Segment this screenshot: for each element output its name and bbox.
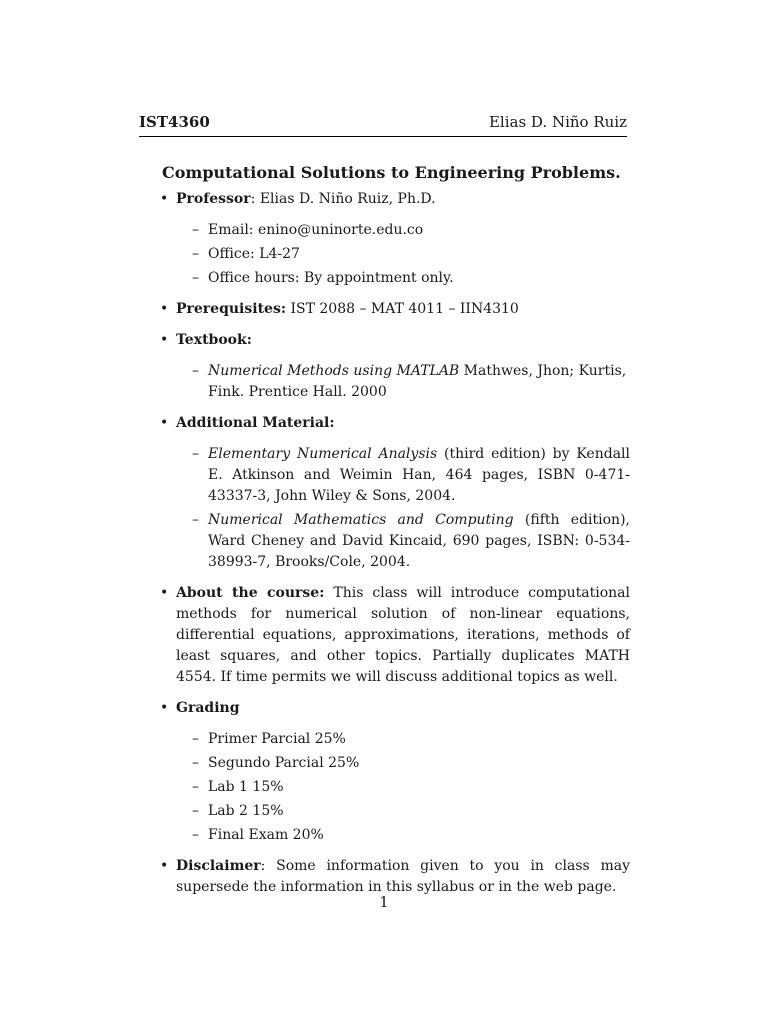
grading-label: Grading — [176, 700, 240, 716]
bullet-icon: • — [160, 700, 169, 716]
additional-material-label: Additional Material: — [176, 415, 335, 431]
professor-office: Office: L4-27 — [208, 246, 300, 262]
dash-icon: – — [192, 270, 199, 286]
professor-email: Email: enino@uninorte.edu.co — [208, 222, 424, 238]
list-item — [192, 268, 630, 289]
grading-item: Lab 2 15% — [208, 803, 284, 819]
professor-office-hours: Office hours: By appointment only. — [208, 270, 454, 286]
list-item — [192, 825, 630, 846]
dash-icon: – — [192, 512, 199, 528]
list-item — [192, 510, 630, 573]
section-list — [160, 189, 630, 898]
bullet-icon: • — [160, 301, 169, 317]
professor-details — [192, 220, 630, 289]
textbook-section — [160, 330, 630, 403]
author-name: Elias D. Niño Ruiz — [488, 113, 627, 131]
textbook-details: Mathwes, Jhon; Kurtis, Fink. Prentice Hall. 2000 — [208, 363, 627, 400]
bullet-icon: • — [160, 858, 169, 874]
grading-item: Primer Parcial 25% — [208, 731, 346, 747]
professor-section — [160, 189, 630, 289]
dash-icon: – — [192, 731, 199, 747]
list-item — [192, 729, 630, 750]
list-item — [192, 444, 630, 507]
list-item — [192, 777, 630, 798]
professor-value: : Elias D. Niño Ruiz, Ph.D. — [250, 191, 436, 207]
material-details: (fifth edition), Ward Cheney and David Kincaid, 690 pages, ISBN: 0-534-38993-7, Brooks/Cole, 2004. — [208, 512, 630, 570]
list-item — [192, 361, 630, 403]
course-code: IST4360 — [139, 113, 210, 131]
dash-icon: – — [192, 755, 199, 771]
textbook-title: Numerical Methods using MATLAB — [208, 363, 460, 379]
syllabus-content — [160, 189, 630, 908]
grading-item: Lab 1 15% — [208, 779, 284, 795]
about-section — [160, 583, 630, 688]
header-rule — [139, 136, 627, 137]
material-title: Elementary Numerical Analysis — [208, 446, 438, 462]
textbook-list — [192, 361, 630, 403]
prerequisites-label: Prerequisites: — [176, 301, 287, 317]
textbook-label: Textbook: — [176, 332, 252, 348]
list-item — [192, 220, 630, 241]
page-title: Computational Solutions to Engineering Problems. — [162, 163, 621, 182]
bullet-icon: • — [160, 585, 169, 601]
dash-icon: – — [192, 446, 199, 462]
dash-icon: – — [192, 222, 199, 238]
professor-label: Professor — [176, 191, 251, 207]
dash-icon: – — [192, 779, 199, 795]
dash-icon: – — [192, 363, 199, 379]
material-title: Numerical Mathematics and Computing — [208, 512, 514, 528]
dash-icon: – — [192, 246, 199, 262]
additional-material-section — [160, 413, 630, 573]
prerequisites-section — [160, 299, 630, 320]
grading-item: Final Exam 20% — [208, 827, 324, 843]
bullet-icon: • — [160, 191, 169, 207]
grading-item: Segundo Parcial 25% — [208, 755, 360, 771]
page-number: 1 — [379, 893, 389, 911]
prerequisites-value: IST 2088 – MAT 4011 – IIN4310 — [286, 301, 519, 317]
list-item — [192, 244, 630, 265]
dash-icon: – — [192, 803, 199, 819]
about-label: About the course: — [176, 585, 325, 601]
disclaimer-label: Disclaimer — [176, 858, 261, 874]
disclaimer-text: : Some information given to you in class may supersede the information in this syllabus or in the web page. — [176, 858, 630, 895]
list-item — [192, 801, 630, 822]
material-details: (third edition) by Kendall E. Atkinson and Weimin Han, 464 pages, ISBN 0-471-43337-3, John Wiley & Sons, 2004. — [208, 446, 630, 504]
list-item — [192, 753, 630, 774]
additional-material-list — [192, 444, 630, 573]
disclaimer-section — [160, 856, 630, 898]
grading-list — [192, 729, 630, 846]
bullet-icon: • — [160, 332, 169, 348]
about-text: This class will introduce computational methods for numerical solution of non-linear equations, differential equations, approximations, iterations, methods of least squares, and other topics. Partially duplicates MATH 4554. If time permits we will discuss additional topics as well. — [176, 585, 631, 685]
grading-section — [160, 698, 630, 846]
bullet-icon: • — [160, 415, 169, 431]
dash-icon: – — [192, 827, 199, 843]
